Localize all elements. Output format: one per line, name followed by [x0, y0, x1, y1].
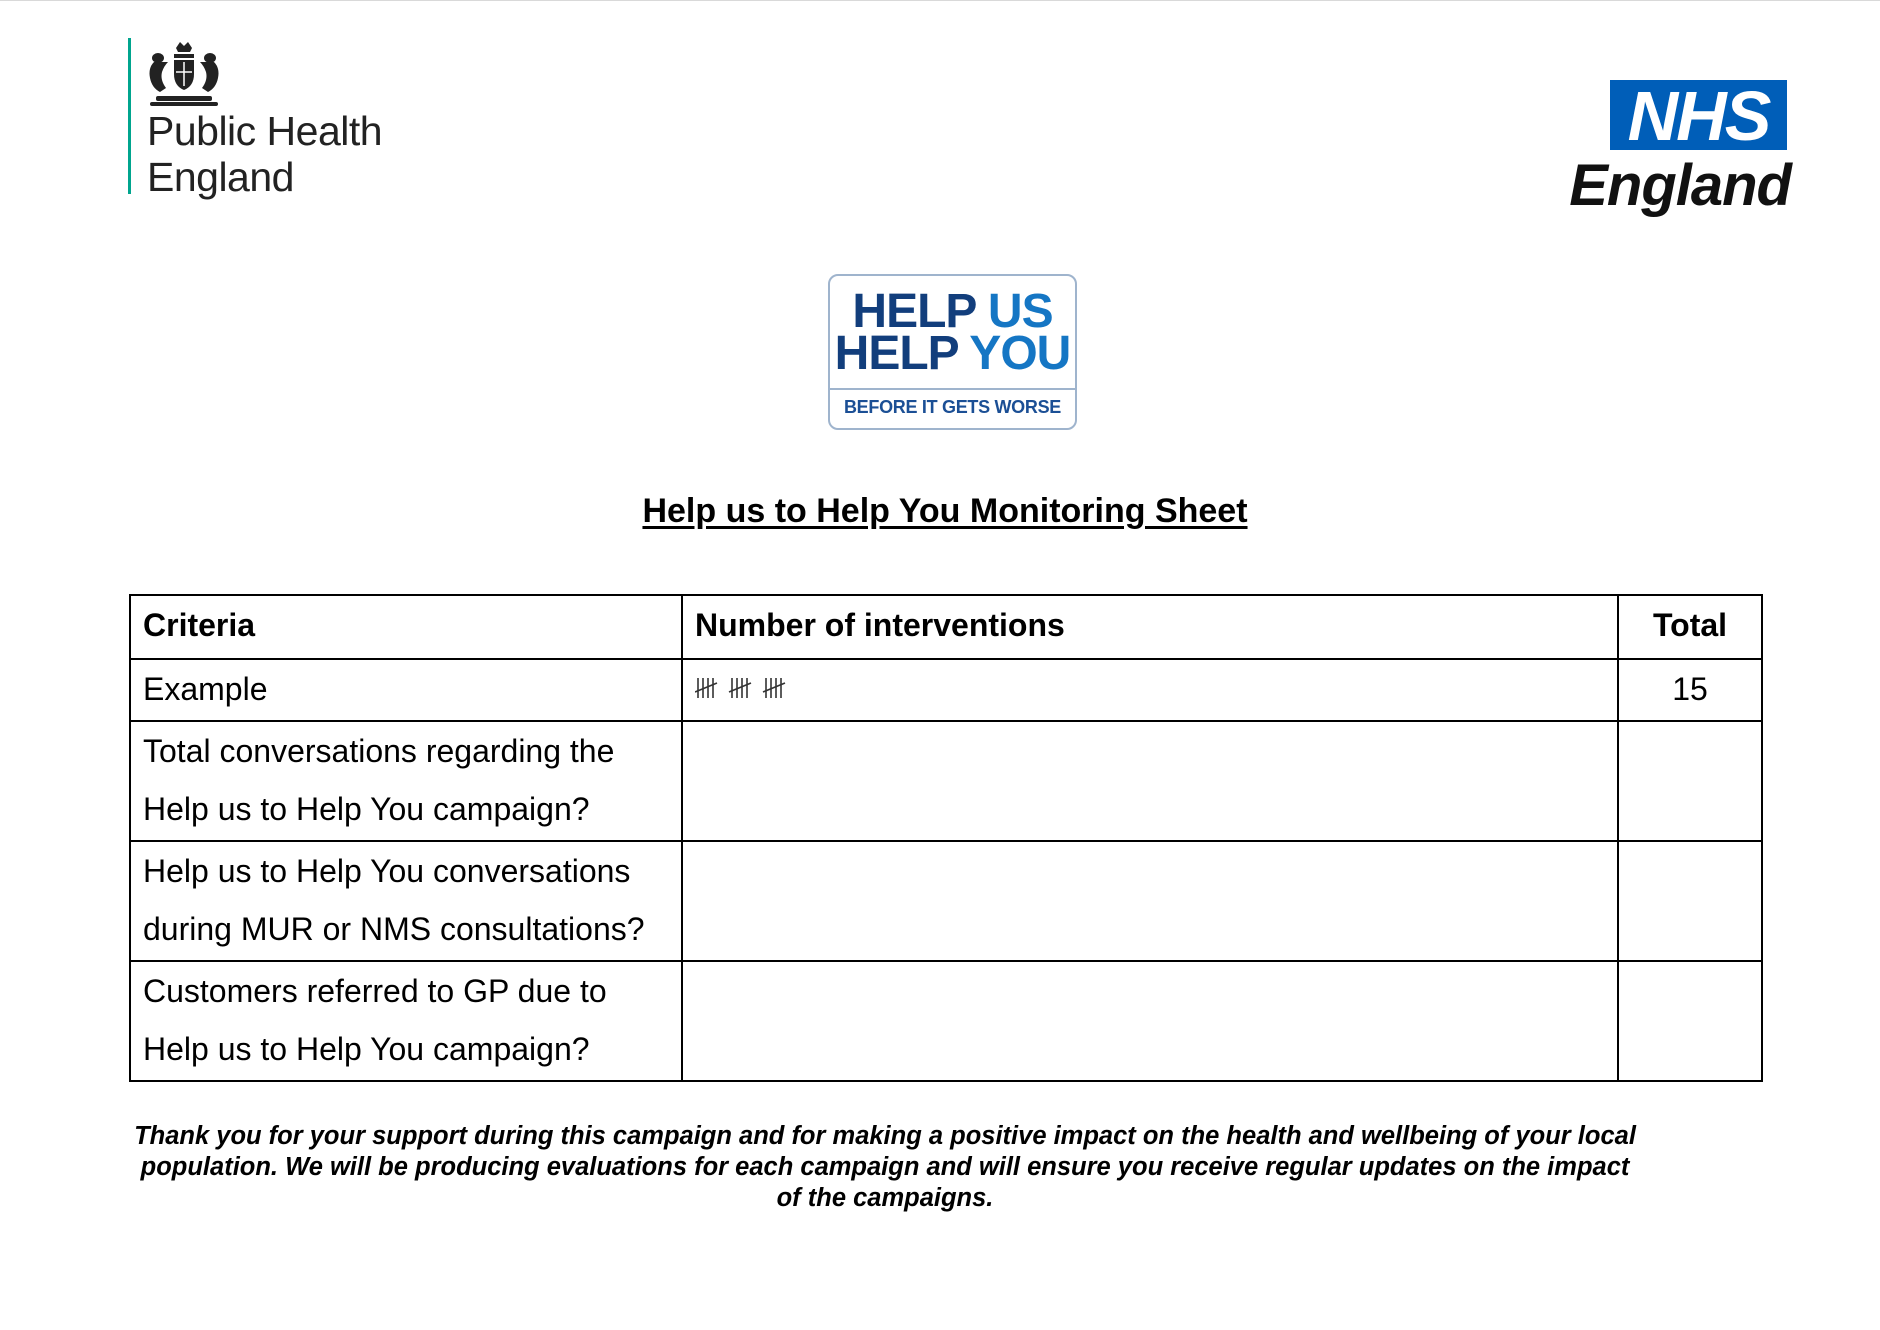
header-total: Total [1618, 595, 1762, 659]
criteria-cell: Example [130, 659, 682, 721]
campaign-word-us: US [987, 285, 1053, 338]
interventions-cell[interactable] [682, 961, 1618, 1081]
nhs-box: NHS [1610, 80, 1787, 150]
criteria-cell: Customers referred to GP due to Help us to Help You campaign? [130, 961, 682, 1081]
total-cell[interactable] [1618, 961, 1762, 1081]
phe-line-2: England [147, 154, 294, 200]
table-row [130, 961, 1762, 1081]
monitoring-table [129, 594, 1763, 1082]
total-cell[interactable] [1618, 841, 1762, 961]
campaign-tagline: BEFORE IT GETS WORSE [843, 397, 1061, 417]
nhs-england-logo [1555, 78, 1795, 228]
campaign-word-you: YOU [969, 327, 1071, 380]
tally-marks-icon [695, 674, 795, 702]
thank-you-note: Thank you for your support during this campaign and for making a positive impact on the health and wellbeing of your local population. We will be producing evaluations for each campaign and will ensure you receive regular updates on the impact of the campaigns. [134, 1122, 1636, 1212]
logo-accent-bar [128, 38, 131, 194]
page-top-rule [0, 0, 1880, 1]
table-header-row [130, 595, 1762, 659]
interventions-cell[interactable] [682, 659, 1618, 721]
table-row [130, 659, 1762, 721]
total-cell[interactable] [1618, 721, 1762, 841]
nhs-england-text: England [1569, 153, 1791, 218]
criteria-cell: Total conversations regarding the Help us to Help You campaign? [130, 721, 682, 841]
help-us-help-you-logo [828, 274, 1077, 430]
header-criteria: Criteria [130, 595, 682, 659]
total-cell[interactable]: 15 [1618, 659, 1762, 721]
header-number-of-interventions: Number of interventions [682, 595, 1618, 659]
royal-crest-icon [144, 38, 224, 108]
criteria-cell: Help us to Help You conversations during MUR or NMS consultations? [130, 841, 682, 961]
interventions-cell[interactable] [682, 721, 1618, 841]
interventions-cell[interactable] [682, 841, 1618, 961]
phe-line-1: Public Health [147, 108, 383, 154]
public-health-england-logo [128, 38, 428, 198]
table-row [130, 721, 1762, 841]
campaign-logo-line-2 [830, 327, 1075, 380]
campaign-word-help: HELP [852, 285, 976, 338]
campaign-logo-divider [830, 388, 1075, 390]
sheet-title: Help us to Help You Monitoring Sheet [642, 492, 1248, 530]
table-row [130, 841, 1762, 961]
phe-wordmark [147, 108, 382, 200]
campaign-word-help-2: HELP [834, 327, 958, 380]
